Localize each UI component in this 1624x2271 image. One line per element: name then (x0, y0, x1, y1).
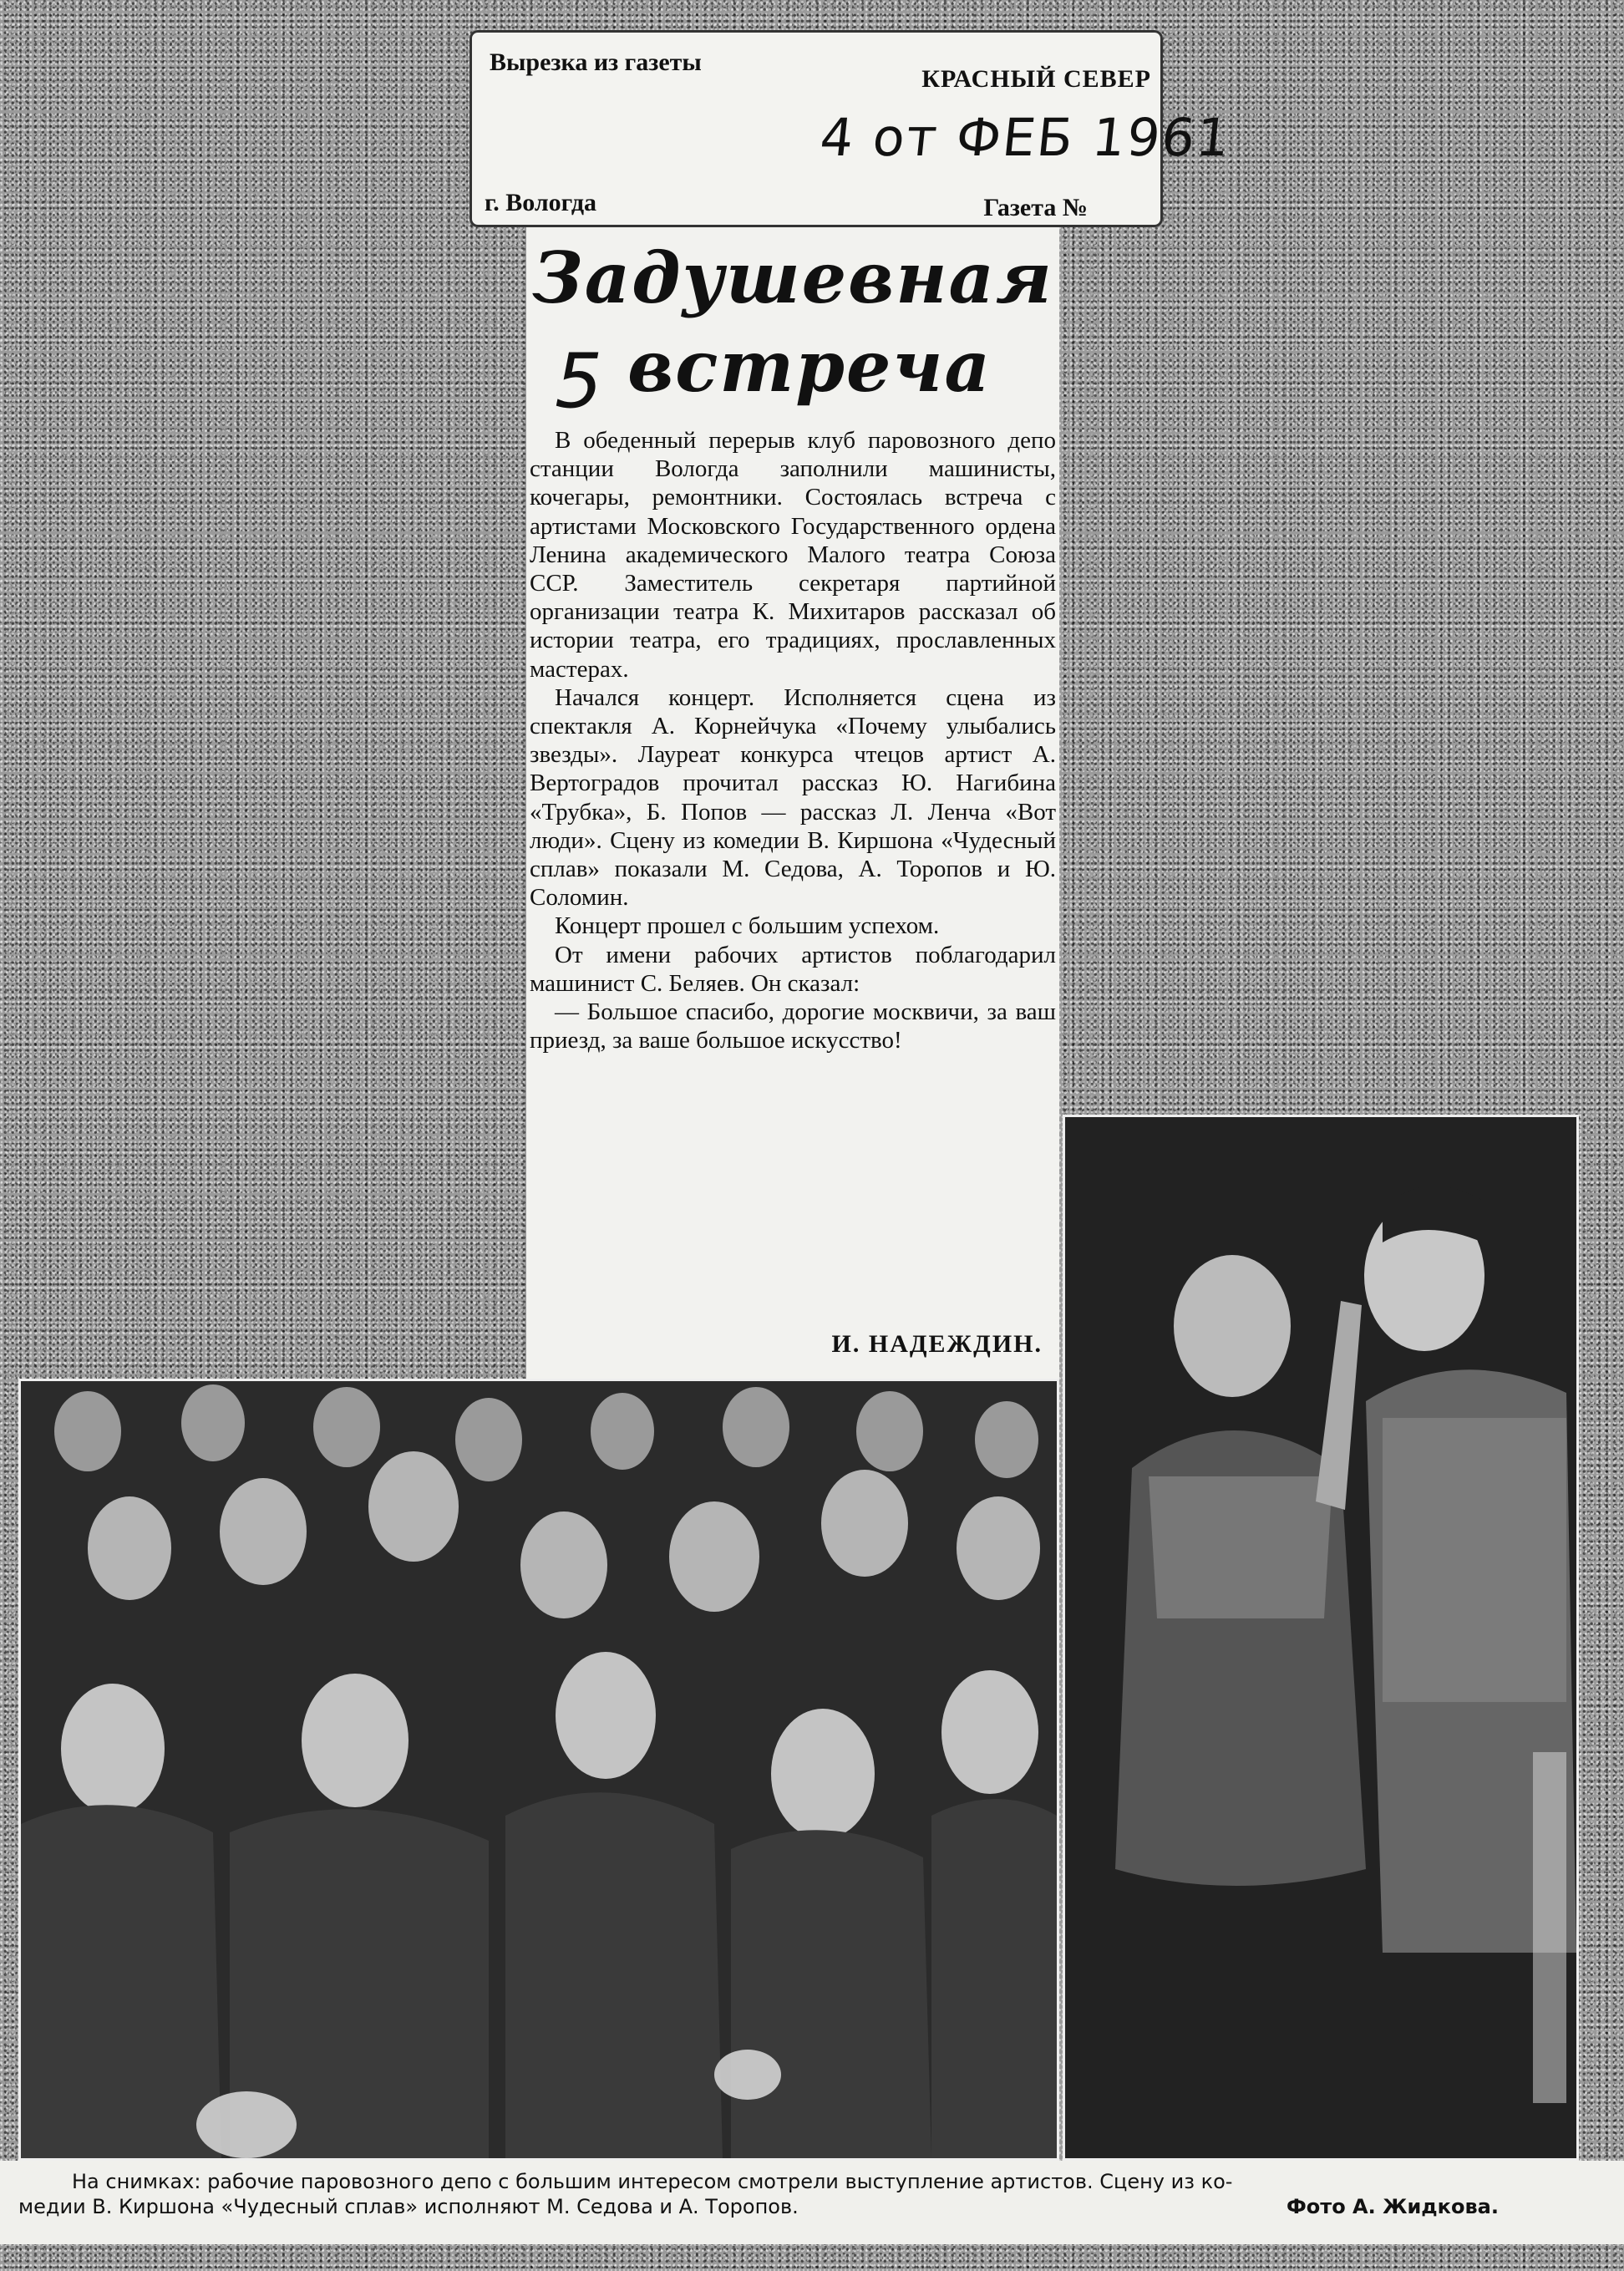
paragraph: Концерт прошел с большим успехом. (555, 912, 940, 940)
clipping-label: Вырезка из газеты (490, 48, 702, 76)
clipping-stamp (469, 30, 1235, 227)
caption-line-2: медии В. Киршона «Чудесный сплав» исполняют М. Седова и А. Торопов. (18, 2195, 799, 2218)
performers-photo (1063, 1115, 1579, 2161)
paragraph: В обеденный перерыв клуб паровозного депо станции Вологда заполнили машинисты, кочегары, ремонтники. Состоялась встреча с артистами Московского Государственного ордена Ленина академического Малого театра Союза ССР. Заместитель секретаря партийной организации театра К. Михитаров рассказал об истории театра, его традициях, прославленных мастерах. (530, 427, 1056, 683)
article-headline (526, 234, 1059, 411)
byline: И. НАДЕЖДИН. (831, 1330, 1043, 1358)
caption-line-1: На снимках: рабочие паровозного депо с большим интересом смотрели выступление артистов. Сцену из ко- (72, 2170, 1233, 2193)
photo-caption (0, 2161, 1624, 2244)
audience-photo (18, 1379, 1059, 2161)
paragraph: Начался концерт. Исполняется сцена из спектакля А. Корнейчука «Почему улыбались звезды». Лауреат конкурса чтецов артист А. Вертоградов прочитал рассказ Ю. Нагибина «Трубка», Б. Попов — рассказ Л. Ленча «Вот люди». Сцену из комедии В. Киршона «Чудесный сплав» показали М. Седова, А. Торопов и Ю. Соломин. (530, 683, 1056, 912)
handwritten-mark: 5 (555, 338, 603, 425)
headline-line-1: Задушевная (532, 236, 1053, 319)
newspaper-name: КРАСНЫЙ СЕВЕР (921, 65, 1151, 93)
city-label: г. Вологда (485, 189, 596, 216)
photo-credit: Фото А. Жидкова. (1287, 2195, 1499, 2218)
handwritten-date: 4 от ФЕБ 1961 (817, 107, 1235, 168)
article-column (526, 227, 1059, 1382)
headline-line-2: встреча (627, 325, 992, 408)
paragraph: — Большое спасибо, дорогие москвичи, за ваш приезд, за ваше большое искусство! (530, 998, 1056, 1054)
paragraph: От имени рабочих артистов поблагодарил машинист С. Беляев. Он сказал: (530, 941, 1056, 997)
newspaper-number-label: Газета № (983, 194, 1088, 221)
article-body (530, 426, 1056, 1054)
